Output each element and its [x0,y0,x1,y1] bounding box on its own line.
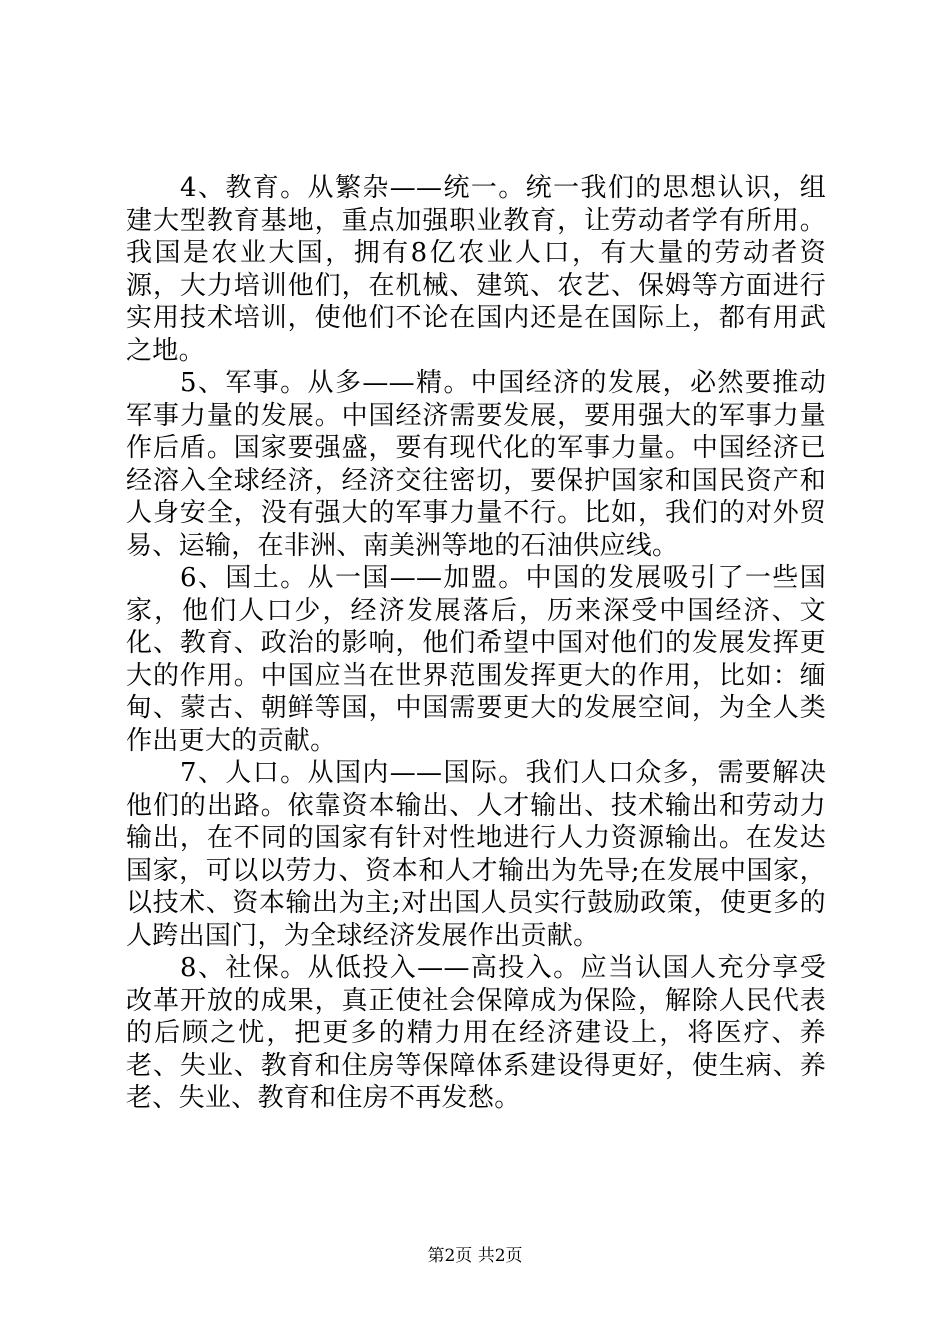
paragraph-education: 4、教育。从繁杂——统一。统一我们的思想认识，组建大型教育基地，重点加强职业教育，让劳动者学有所用。我国是农业大国，拥有8亿农业人口，有大量的劳动者资源，大力培训他们，在机械、建筑、农艺、保姆等方面进行实用技术培训，使他们不论在国内还是在国际上，都有用武之地。 [126,173,826,366]
paragraph-social-security: 8、社保。从低投入——高投入。应当认国人充分享受改革开放的成果，真正使社会保障成为保险，解除人民代表的后顾之忧，把更多的精力用在经济建设上，将医疗、养老、失业、教育和住房等保障体系建设得更好，使生病、养老、失业、教育和住房不再发愁。 [126,953,826,1113]
page-footer: 第2页 共2页 [427,1246,523,1266]
paragraph-territory: 6、国土。从一国——加盟。中国的发展吸引了一些国家，他们人口少，经济发展落后，历来深受中国经济、文化、教育、政治的影响，他们希望中国对他们的发展发挥更大的作用。中国应当在世界范围发挥更大的作用，比如：缅甸、蒙古、朝鲜等国，中国需要更大的发展空间，为全人类作出更大的贡献。 [126,563,826,756]
document-body [126,172,826,1115]
paragraph-population: 7、人口。从国内——国际。我们人口众多，需要解决他们的出路。依靠资本输出、人才输出、技术输出和劳动力输出，在不同的国家有针对性地进行人力资源输出。在发达国家，可以以劳力、资本和人才输出为先导;在发展中国家，以技术、资本输出为主;对出国人员实行鼓励政策，使更多的人跨出国门，为全球经济发展作出贡献。 [126,758,826,951]
paragraph-military: 5、军事。从多——精。中国经济的发展，必然要推动军事力量的发展。中国经济需要发展，要用强大的军事力量作后盾。国家要强盛，要有现代化的军事力量。中国经济已经溶入全球经济，经济交往密切，要保护国家和国民资产和人身安全，没有强大的军事力量不行。比如，我们的对外贸易、运输，在非洲、南美洲等地的石油供应线。 [126,368,826,561]
